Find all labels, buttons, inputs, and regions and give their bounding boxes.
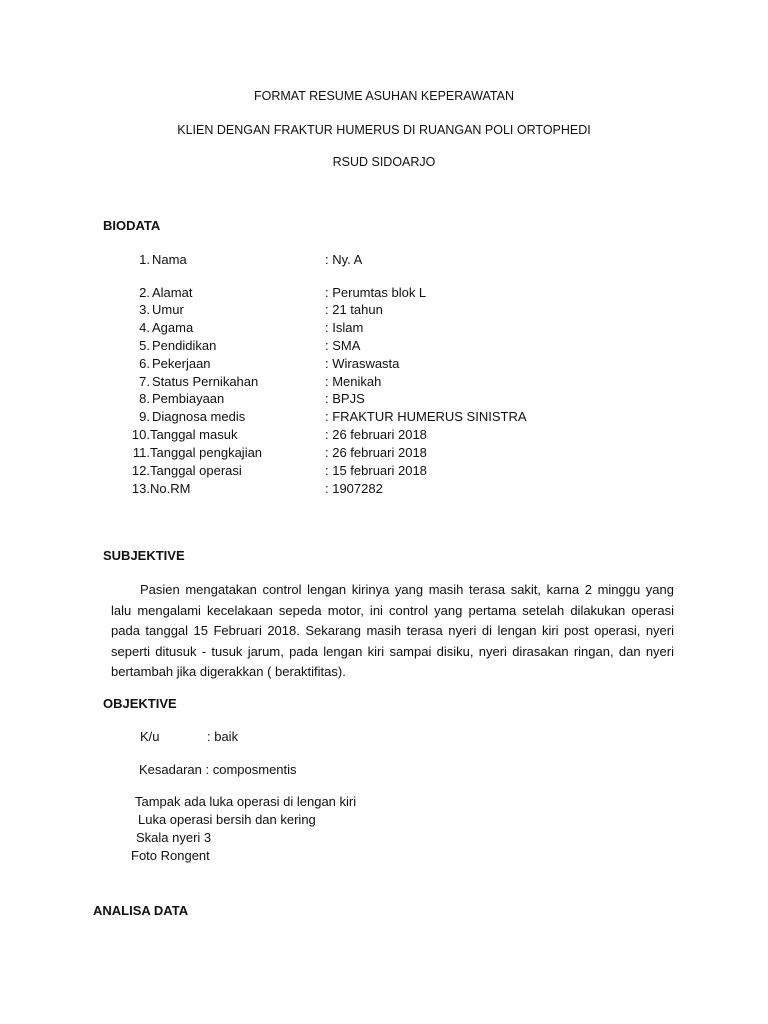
biodata-item-label: Pekerjaan (152, 356, 211, 371)
biodata-item-number: 7. (139, 374, 150, 389)
biodata-item-value: : Perumtas blok L (325, 285, 427, 300)
kesadaran-line: Kesadaran : composmentis (139, 762, 297, 777)
ku-label: K/u (140, 729, 160, 744)
biodata-item-label: Nama (152, 252, 187, 267)
biodata-item-number: 2. (139, 285, 150, 300)
biodata-item-label: Tanggal pengkajian (150, 445, 263, 460)
biodata-item-value: : Menikah (325, 374, 382, 389)
analysis-heading: ANALISA DATA (93, 903, 189, 918)
objective-heading: OBJEKTIVE (103, 696, 177, 711)
objective-note: Skala nyeri 3 (136, 830, 212, 845)
biodata-item-label: Tanggal masuk (150, 427, 238, 442)
biodata-item-label: Diagnosa medis (152, 409, 246, 424)
biodata-item-value: : 15 februari 2018 (325, 463, 427, 478)
subjective-text: Pasien mengatakan control lengan kirinya yang masih terasa sakit, karna 2 minggu yang lalu mengalami kecelakaan sepeda motor, ini control yang pertama setelah dilakukan operasi pada tanggal 15 Februari 2018. Sekarang masih terasa nyeri di lengan kiri post operasi, nyeri seperti ditusuk - tusuk jarum, pada lengan kiri sampai disiku, nyeri dirasakan ringan, dan nyeri bertambah jika digerakkan ( beraktifitas). (111, 582, 674, 680)
document-title: FORMAT RESUME ASUHAN KEPERAWATAN (254, 89, 514, 103)
biodata-item-label: Pembiayaan (152, 391, 225, 406)
biodata-item-number: 10. (131, 427, 150, 442)
biodata-item-value: : FRAKTUR HUMERUS SINISTRA (325, 409, 527, 424)
biodata-item-number: 13. (131, 481, 150, 496)
biodata-item-value: : 21 tahun (325, 302, 383, 317)
subjective-heading: SUBJEKTIVE (103, 548, 185, 563)
biodata-item-label: Umur (152, 302, 184, 317)
biodata-item-value: : Wiraswasta (325, 356, 400, 371)
objective-note: Tampak ada luka operasi di lengan kiri (135, 794, 357, 809)
biodata-item-label: Status Pernikahan (152, 374, 259, 389)
biodata-item-value: : 26 februari 2018 (325, 445, 427, 460)
biodata-item-label: Agama (152, 320, 194, 335)
document-subtitle: KLIEN DENGAN FRAKTUR HUMERUS DI RUANGAN POLI ORTOPHEDI (177, 123, 591, 137)
biodata-item-label: Tanggal operasi (150, 463, 242, 478)
biodata-item-value: : BPJS (325, 391, 365, 406)
biodata-item-value: : 26 februari 2018 (325, 427, 427, 442)
biodata-item-value: : Islam (325, 320, 364, 335)
biodata-item-label: No.RM (150, 481, 191, 496)
objective-note: Foto Rongent (131, 848, 210, 863)
biodata-item-value: : 1907282 (325, 481, 383, 496)
ku-value: : baik (207, 729, 239, 744)
biodata-item-number: 4. (139, 320, 150, 335)
biodata-item-value: : SMA (325, 338, 361, 353)
biodata-item-number: 9. (139, 409, 150, 424)
biodata-item-label: Alamat (152, 285, 193, 300)
biodata-item-number: 6. (139, 356, 150, 371)
biodata-item-number: 8. (139, 391, 150, 406)
biodata-item-number: 5. (139, 338, 150, 353)
biodata-item-number: 1. (139, 252, 150, 267)
subjective-paragraph (111, 580, 674, 683)
biodata-item-number: 11. (132, 445, 150, 460)
biodata-item-label: Pendidikan (152, 338, 217, 353)
biodata-heading: BIODATA (103, 218, 161, 233)
hospital-name: RSUD SIDOARJO (332, 155, 436, 169)
biodata-item-number: 12. (131, 463, 150, 478)
biodata-item-value: : Ny. A (325, 252, 363, 267)
biodata-item-number: 3. (139, 302, 150, 317)
objective-note: Luka operasi bersih dan kering (138, 812, 316, 827)
